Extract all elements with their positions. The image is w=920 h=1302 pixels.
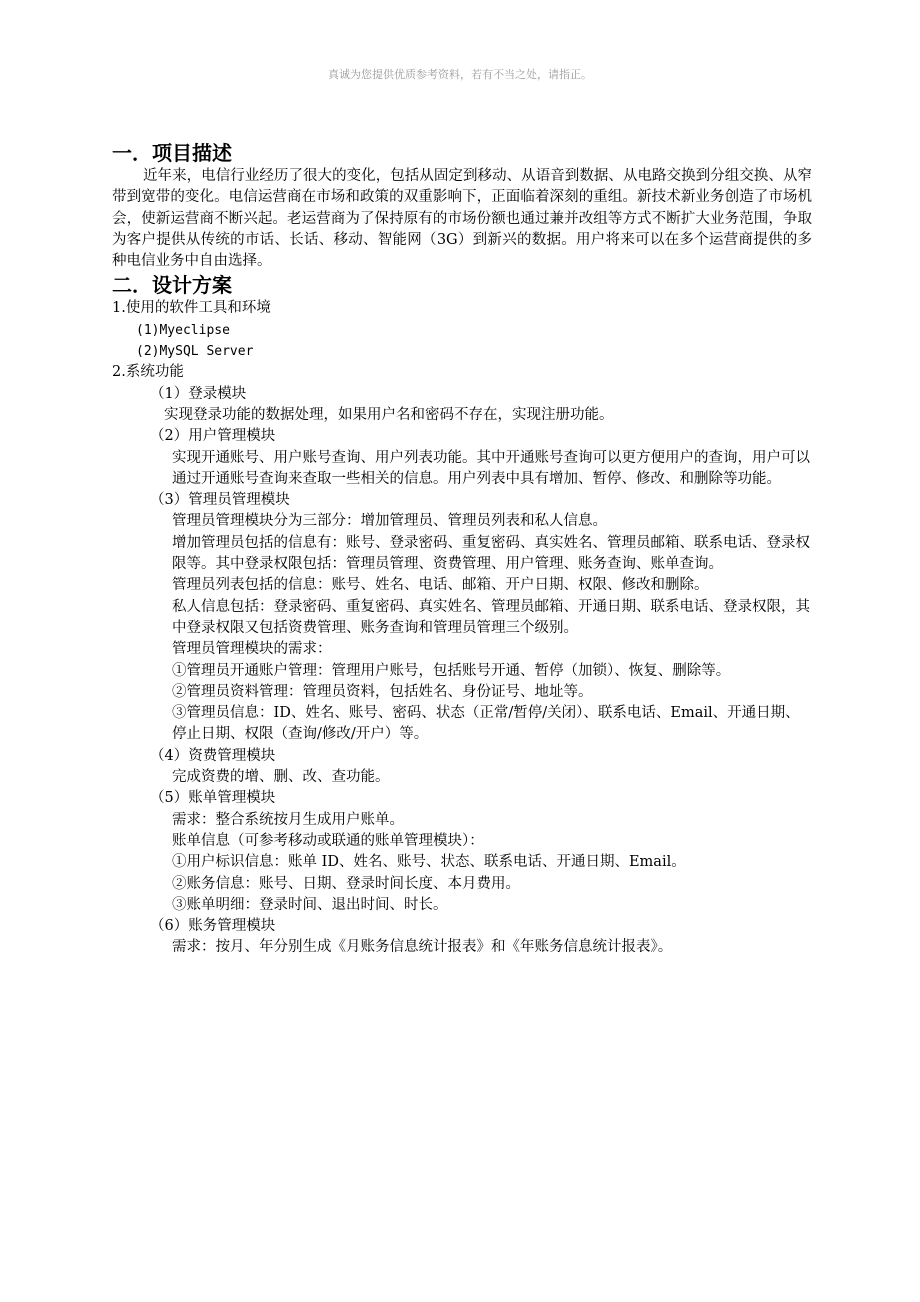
module-text-bill-4: ②账务信息：账号、日期、登录时间长度、本月费用。 <box>172 875 520 892</box>
module-text-admin-1: 管理员管理模块分为三部分：增加管理员、管理员列表和私人信息。 <box>172 513 607 530</box>
module-text-admin-8: ③管理员信息：ID、姓名、账号、密码、状态（正常/暂停/关闭）、联系电话、Email、开通日期、停止日期、权限（查询/修改/开户）等。 <box>172 705 800 743</box>
module-text-bill-5: ③账单明细：登录时间、退出时间、时长。 <box>172 896 448 913</box>
module-title-accounting-management: （6）账务管理模块 <box>150 918 276 935</box>
module-text-bill-1: 需求：整合系统按月生成用户账单。 <box>172 811 404 828</box>
tool-item-mysql: (2)MySQL Server <box>136 344 254 360</box>
tool-item-myeclipse: (1)Myeclipse <box>136 322 230 338</box>
module-text-admin-6: ①管理员开通账户管理：管理用户账号，包括账号开通、暂停（加锁）、恢复、删除等。 <box>172 662 731 679</box>
section-title-design-plan: 二．设计方案 <box>112 273 232 298</box>
module-text-admin-2: 增加管理员包括的信息有：账号、登录密码、重复密码、真实姓名、管理员邮箱、联系电话、登录权限等。其中登录权限包括：管理员管理、资费管理、用户管理、账务查询、账单查询。 <box>172 534 810 573</box>
project-description-paragraph: 近年来，电信行业经历了很大的变化，包括从固定到移动、从语音到数据、从电路交换到分组交换、从窄带到宽带的变化。电信运营商在市场和政策的双重影响下，正面临着深刻的重组。新技术新业务创造了市场机会，使新运营商不断兴起。老运营商为了保持原有的市场份额也通过兼并改组等方式不断扩大业务范围，争取为客户提供从传统的市话、长话、移动、智能网（3G）到新兴的数据。用户将来可以在多个运营商提供的多种电信业务中自由选择。 <box>112 168 812 270</box>
module-text-admin-4: 私人信息包括：登录密码、重复密码、真实姓名、管理员邮箱、开通日期、联系电话、登录权限，其中登录权限又包括资费管理、账务查询和管理员管理三个级别。 <box>172 598 810 636</box>
module-text-user-management: 实现开通账号、用户账号查询、用户列表功能。其中开通账号查询可以更方便用户的查询，用户可以通过开通账号查询来查取一些相关的信息。用户列表中具有增加、暂停、修改、和删除等功能。 <box>172 449 810 487</box>
document-body <box>112 140 812 959</box>
section-title-project-description: 一．项目描述 <box>112 141 232 165</box>
module-text-login: 实现登录功能的数据处理，如果用户名和密码不存在，实现注册功能。 <box>164 406 614 423</box>
header-disclaimer: 真诚为您提供优质参考资料，若有不当之处，请指正。 <box>328 68 592 81</box>
module-title-admin-management: （3）管理员管理模块 <box>150 492 290 509</box>
module-title-login: （1）登录模块 <box>150 385 247 402</box>
module-title-bill-management: （5）账单管理模块 <box>150 790 276 807</box>
tools-heading: 1.使用的软件工具和环境 <box>112 300 271 317</box>
module-text-bill-3: ①用户标识信息：账单 ID、姓名、账号、状态、联系电话、开通日期、Email。 <box>172 854 686 871</box>
module-text-admin-3: 管理员列表包括的信息：账号、姓名、电话、邮箱、开户日期、权限、修改和删除。 <box>172 577 709 594</box>
module-text-tariff: 完成资费的增、删、改、查功能。 <box>172 769 390 786</box>
module-title-user-management: （2）用户管理模块 <box>150 428 276 445</box>
module-text-accounting: 需求：按月、年分别生成《月账务信息统计报表》和《年账务信息统计报表》。 <box>172 939 673 956</box>
module-text-bill-2: 账单信息（可参考移动或联通的账单管理模块）： <box>172 832 484 849</box>
module-text-admin-7: ②管理员资料管理：管理员资料，包括姓名、身份证号、地址等。 <box>172 683 593 700</box>
functions-heading: 2.系统功能 <box>112 364 184 381</box>
module-title-tariff-management: （4）资费管理模块 <box>150 747 276 764</box>
module-text-admin-5: 管理员管理模块的需求： <box>172 641 332 658</box>
